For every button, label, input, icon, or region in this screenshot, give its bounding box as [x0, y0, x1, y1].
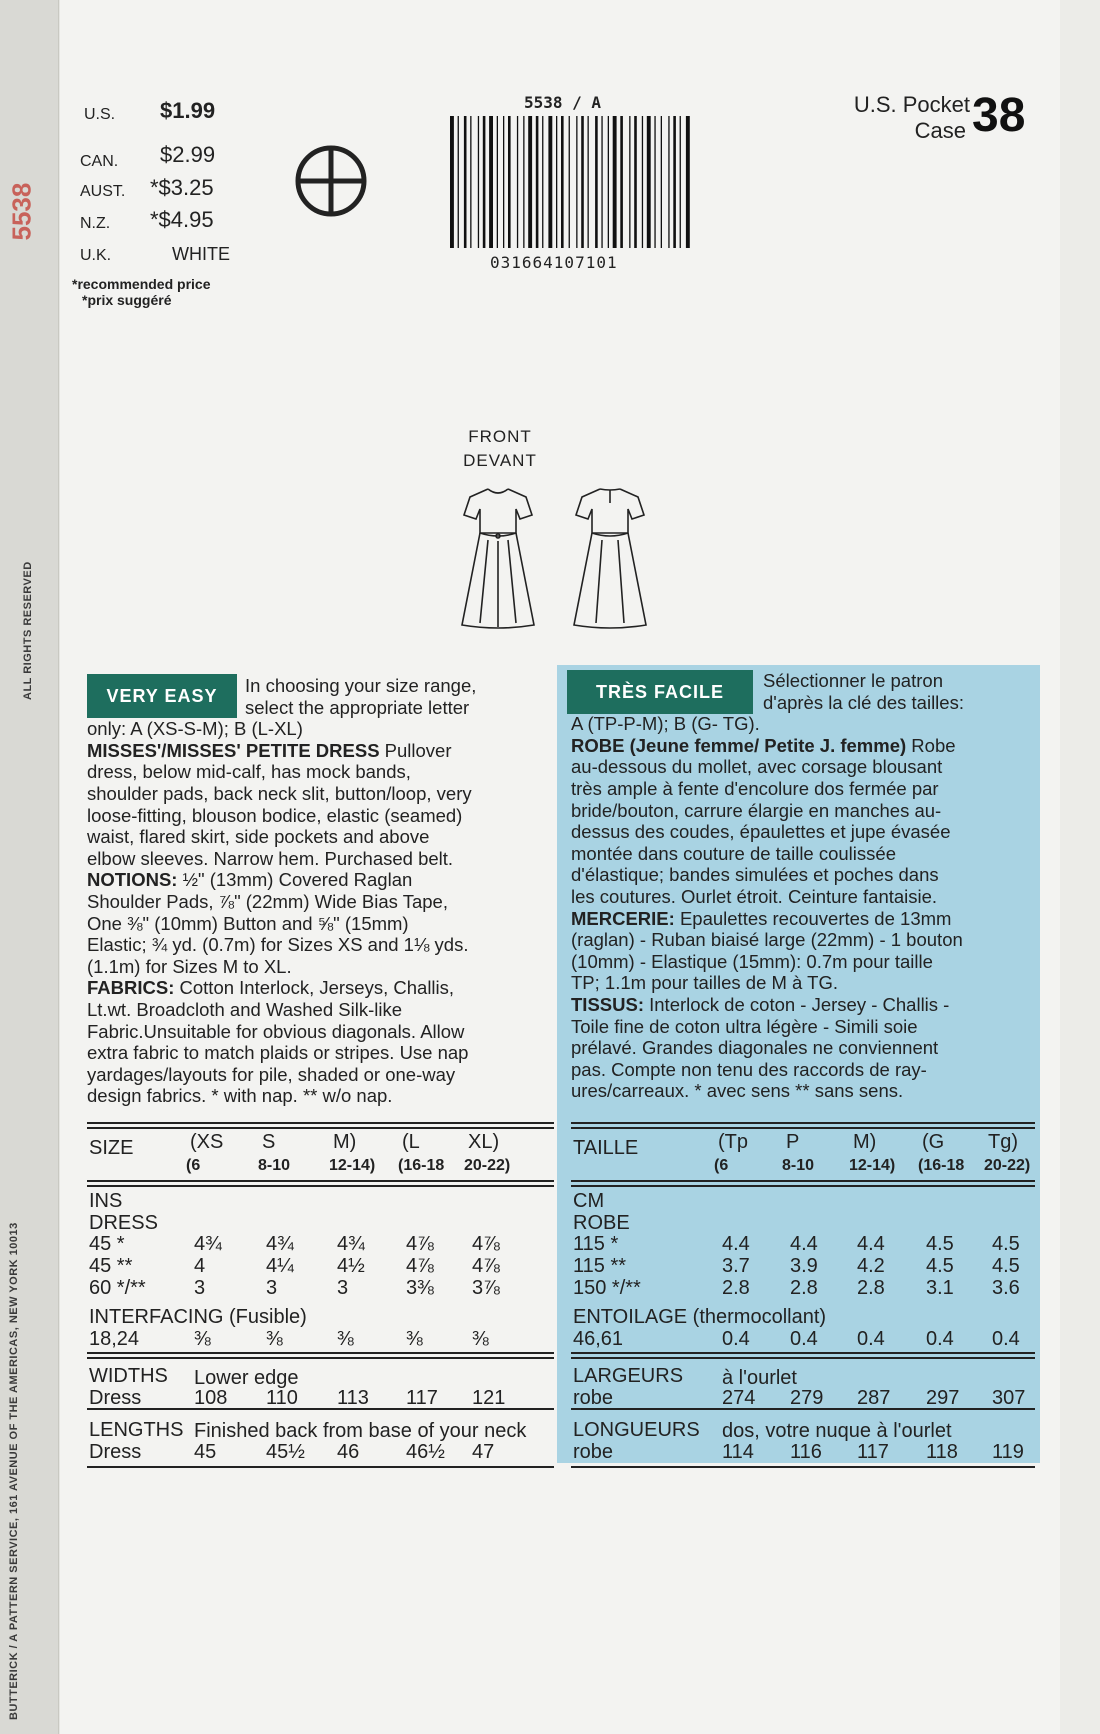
- table-cell: 4⅞: [406, 1255, 434, 1277]
- table-cell: 0.4: [790, 1328, 818, 1350]
- table-cell: INS: [89, 1190, 123, 1212]
- text-line: ures/carreaux. * avec sens ** sans sens.: [571, 1080, 904, 1102]
- table-cell: CM: [573, 1190, 605, 1212]
- text-line: au-dessous du mollet, avec corsage blousant: [571, 756, 943, 778]
- table-cell: 46½: [406, 1441, 445, 1463]
- barcode-bar: [561, 116, 564, 248]
- table-cell: M): [333, 1131, 357, 1153]
- table-cell: 2.8: [722, 1277, 750, 1299]
- barcode-bar: [647, 116, 651, 248]
- table-cell: (XS: [190, 1131, 224, 1153]
- table-cell: 118: [926, 1441, 958, 1463]
- table-cell: 115 **: [573, 1255, 627, 1277]
- table-cell: 150 */**: [573, 1277, 641, 1299]
- barcode-bar: [464, 116, 467, 248]
- table-cell: 287: [857, 1387, 891, 1409]
- copyright-text: BUTTERICK / A PATTERN SERVICE, 161 AVENUE OF THE AMERICAS, NEW YORK 10013: [8, 1222, 20, 1720]
- text-line: Lt.wt. Broadcloth and Washed Silk-like: [87, 998, 402, 1020]
- text-line: design fabrics. * with nap. ** w/o nap.: [87, 1085, 393, 1107]
- french-description: [571, 670, 964, 1102]
- dress-back-sketch: [570, 485, 650, 630]
- pocket-case-label: [800, 92, 970, 144]
- barcode-bar: [601, 116, 602, 248]
- table-cell: 4¾: [194, 1233, 222, 1255]
- table-cell: 0.4: [857, 1328, 885, 1350]
- table-cell: ENTOILAGE (thermocollant): [573, 1306, 827, 1328]
- barcode-bar: [608, 116, 609, 248]
- price-label-nz: N.Z.: [80, 215, 111, 232]
- text-line: extra fabric to match plaids or stripes. Use nap: [87, 1042, 469, 1064]
- table-cell: (L: [402, 1131, 420, 1153]
- barcode-bar: [620, 116, 623, 248]
- text-line: ROBE (Jeune femme/ Petite J. femme) Robe: [571, 734, 956, 756]
- table-cell: 47: [472, 1441, 495, 1463]
- text-line: FABRICS: Cotton Interlock, Jerseys, Challis,: [87, 977, 455, 999]
- pattern-code: 5538 / A: [524, 93, 602, 112]
- barcode: [448, 116, 694, 248]
- table-cell: 279: [790, 1387, 824, 1409]
- table-cell: 4¾: [266, 1233, 294, 1255]
- text-line: NOTIONS: ½" (13mm) Covered Raglan: [87, 869, 413, 891]
- table-cell: dos, votre nuque à l'ourlet: [722, 1420, 952, 1442]
- barcode-bar: [458, 116, 459, 248]
- barcode-bar: [536, 116, 539, 248]
- table-cell: 46: [337, 1441, 360, 1463]
- table-cell: 3⅞: [472, 1277, 500, 1299]
- table-cell: Lower edge: [194, 1367, 299, 1389]
- table-cell: 4¼: [266, 1255, 294, 1277]
- barcode-bar: [483, 116, 486, 248]
- table-rule: [571, 1466, 1035, 1468]
- very-easy-badge: VERY EASY: [87, 674, 237, 718]
- table-cell: 4¾: [337, 1233, 365, 1255]
- table-cell: ⅜: [194, 1328, 211, 1350]
- table-cell: 18,24: [89, 1328, 140, 1350]
- table-cell: 3.1: [926, 1277, 954, 1299]
- barcode-bar: [595, 116, 598, 248]
- table-cell: (16-18: [918, 1157, 965, 1174]
- table-cell: 12-14): [329, 1157, 376, 1174]
- table-cell: (6: [186, 1157, 201, 1174]
- table-rule: [571, 1180, 1035, 1182]
- text-line: Elastic; ¾ yd. (0.7m) for Sizes XS and 1⅛ yds.: [87, 934, 469, 956]
- table-cell: robe: [573, 1441, 614, 1463]
- barcode-number: 031664107101: [490, 253, 618, 272]
- text-line: shoulder pads, back neck slit, button/loop, very: [87, 782, 472, 804]
- table-cell: 12-14): [849, 1157, 896, 1174]
- table-cell: SIZE: [89, 1137, 134, 1159]
- barcode-bar: [503, 116, 504, 248]
- barcode-bar: [581, 116, 584, 248]
- table-cell: 0.4: [992, 1328, 1020, 1350]
- table-cell: LENGTHS: [89, 1419, 184, 1441]
- text-line: select the appropriate letter: [245, 696, 470, 718]
- pocket-case-number: 38: [972, 89, 1026, 142]
- text-line: Fabric.Unsuitable for obvious diagonals. Allow: [87, 1020, 465, 1042]
- barcode-bar: [569, 116, 570, 248]
- table-cell: 46,61: [573, 1328, 624, 1350]
- table-cell: 4⅞: [472, 1255, 500, 1277]
- table-rule: [571, 1357, 1035, 1359]
- barcode-bar: [489, 116, 493, 248]
- text-line: MISSES'/MISSES' PETITE DRESS Pullover: [87, 739, 452, 761]
- barcode-bar: [497, 116, 498, 248]
- barcode-bar: [642, 116, 643, 248]
- text-line: Toile fine de coton ultra légère - Simili soie: [571, 1015, 918, 1037]
- table-cell: 8-10: [782, 1157, 815, 1174]
- table-cell: 4⅞: [472, 1233, 500, 1255]
- table-cell: ⅜: [337, 1328, 354, 1350]
- table-cell: 119: [992, 1441, 1024, 1463]
- table-cell: 4.4: [857, 1233, 885, 1255]
- table-cell: (16-18: [398, 1157, 445, 1174]
- text-line: TISSUS: Interlock de coton - Jersey - Challis -: [571, 993, 950, 1015]
- text-line: yardages/layouts for pile, shaded or one-way: [87, 1063, 456, 1085]
- table-cell: 0.4: [926, 1328, 954, 1350]
- dress-front-sketch: [458, 485, 538, 630]
- table-cell: 4: [194, 1255, 206, 1277]
- barcode-bar: [528, 116, 532, 248]
- table-cell: 3⅜: [406, 1277, 434, 1299]
- table-cell: 121: [472, 1387, 506, 1409]
- front-label-en: FRONT: [468, 427, 532, 446]
- table-cell: WIDTHS: [89, 1365, 168, 1387]
- text-line: A (TP-P-M); B (G- TG).: [571, 713, 760, 735]
- barcode-bar: [686, 116, 690, 248]
- pattern-number-edge: 5538: [6, 182, 37, 241]
- barcode-bar: [588, 116, 589, 248]
- table-cell: 4⅞: [406, 1233, 434, 1255]
- table-cell: 4.5: [992, 1255, 1020, 1277]
- front-label: [445, 425, 555, 473]
- barcode-bar: [517, 116, 518, 248]
- barcode-bar: [629, 116, 630, 248]
- price-us: $1.99: [160, 98, 216, 123]
- table-cell: (6: [714, 1157, 729, 1174]
- text-line: In choosing your size range,: [245, 675, 477, 696]
- table-cell: 116: [790, 1441, 822, 1463]
- barcode-bar: [613, 116, 617, 248]
- table-cell: 45: [194, 1441, 217, 1463]
- table-cell: 45½: [266, 1441, 305, 1463]
- price-label-aust: AUST.: [80, 183, 126, 200]
- table-rule: [571, 1122, 1035, 1124]
- table-cell: 60 */**: [89, 1277, 146, 1299]
- table-cell: 117: [857, 1441, 889, 1463]
- barcode-bar: [556, 116, 557, 248]
- table-cell: robe: [573, 1387, 614, 1409]
- table-cell: Finished back from base of your neck: [194, 1420, 527, 1442]
- table-cell: 45 **: [89, 1255, 133, 1277]
- crosshair-icon: [295, 145, 367, 217]
- text-line: d'élastique; bandes simulées et poches dans: [571, 864, 939, 886]
- table-cell: 3.6: [992, 1277, 1020, 1299]
- price-note-en: *recommended price: [72, 276, 211, 292]
- text-line: prélavé. Grandes diagonales ne conviennent: [571, 1037, 939, 1059]
- table-cell: 108: [194, 1387, 228, 1409]
- table-cell: P: [786, 1131, 800, 1153]
- price-note-fr: *prix suggéré: [82, 292, 172, 308]
- price-uk: WHITE: [172, 244, 230, 264]
- envelope-right-edge: [1060, 0, 1100, 1734]
- text-line: Shoulder Pads, ⅞" (22mm) Wide Bias Tape,: [87, 890, 448, 912]
- text-line: (raglan) - Ruban biaisé large (22mm) - 1 bouton: [571, 929, 963, 951]
- rights-text: ALL RIGHTS RESERVED: [22, 561, 34, 700]
- table-cell: 2.8: [857, 1277, 885, 1299]
- table-cell: LARGEURS: [573, 1365, 684, 1387]
- text-line: dessus des coudes, épaulettes et jupe évasée: [571, 821, 951, 843]
- table-rule: [87, 1127, 554, 1129]
- pocket-case-line2: Case: [914, 118, 966, 143]
- text-line: (1.1m) for Sizes M to XL.: [87, 955, 292, 977]
- table-cell: 117: [406, 1387, 438, 1409]
- table-rule: [571, 1127, 1035, 1129]
- barcode-bar: [673, 116, 676, 248]
- table-cell: 115 *: [573, 1233, 619, 1255]
- text-line: One ⅜" (10mm) Button and ⅝" (15mm): [87, 912, 409, 934]
- table-cell: 20-22): [984, 1157, 1031, 1174]
- barcode-bar: [576, 116, 577, 248]
- barcode-bar: [542, 116, 543, 248]
- barcode-bar: [661, 116, 662, 248]
- table-cell: Dress: [89, 1441, 142, 1463]
- table-cell: M): [853, 1131, 877, 1153]
- text-line: only: A (XS-S-M); B (L-XL): [87, 718, 303, 740]
- text-line: dress, below mid-calf, has mock bands,: [87, 761, 411, 783]
- table-cell: 3.9: [790, 1255, 818, 1277]
- table-cell: 307: [992, 1387, 1026, 1409]
- table-cell: DRESS: [89, 1212, 158, 1234]
- text-line: MERCERIE: Epaulettes recouvertes de 13mm: [571, 907, 952, 929]
- table-cell: 45 *: [89, 1233, 125, 1255]
- table-cell: Dress: [89, 1387, 142, 1409]
- price-aust: *$3.25: [150, 175, 214, 200]
- table-cell: Tg): [988, 1131, 1018, 1153]
- table-cell: 297: [926, 1387, 960, 1409]
- price-label-us: U.S.: [84, 106, 116, 123]
- text-line: très ample à fente d'encolure dos fermée par: [571, 777, 939, 799]
- table-cell: ⅜: [406, 1328, 423, 1350]
- table-cell: TAILLE: [573, 1137, 639, 1159]
- table-cell: S: [262, 1131, 276, 1153]
- table-cell: 3: [266, 1277, 278, 1299]
- text-line: loose-fitting, blouson bodice, elastic (seamed): [87, 804, 463, 826]
- barcode-bar: [668, 116, 669, 248]
- barcode-bar: [523, 116, 524, 248]
- barcode-bar: [478, 116, 479, 248]
- table-cell: 2.8: [790, 1277, 818, 1299]
- barcode-bar: [548, 116, 552, 248]
- table-cell: 4.4: [722, 1233, 750, 1255]
- table-cell: 0.4: [722, 1328, 750, 1350]
- price-label-can: CAN.: [80, 153, 119, 170]
- barcode-bar: [470, 116, 471, 248]
- barcode-bar: [654, 116, 655, 248]
- table-cell: 4.5: [992, 1233, 1020, 1255]
- price-can: $2.99: [160, 142, 216, 167]
- tres-facile-badge: TRÈS FACILE: [567, 670, 753, 714]
- table-rule: [87, 1466, 554, 1468]
- table-cell: LONGUEURS: [573, 1419, 700, 1441]
- table-cell: 274: [722, 1387, 756, 1409]
- table-cell: ROBE: [573, 1212, 630, 1234]
- text-line: pas. Compte non tenu des raccords de ray-: [571, 1058, 927, 1080]
- table-cell: 3: [194, 1277, 206, 1299]
- table-cell: 8-10: [258, 1157, 291, 1174]
- table-cell: (Tp: [718, 1131, 748, 1153]
- pocket-case-line1: U.S. Pocket: [853, 92, 970, 117]
- table-cell: INTERFACING (Fusible): [89, 1306, 307, 1328]
- text-line: (10mm) - Elastique (15mm): 0.7m pour taille: [571, 950, 933, 972]
- text-line: Sélectionner le patron: [763, 670, 943, 691]
- table-cell: (G: [922, 1131, 945, 1153]
- barcode-bar: [680, 116, 681, 248]
- table-rule: [87, 1180, 554, 1182]
- barcode-bar: [450, 116, 454, 248]
- table-cell: 4.4: [790, 1233, 818, 1255]
- text-line: TP; 1.1m pour tailles de M à TG.: [571, 972, 838, 994]
- table-rule: [87, 1185, 554, 1187]
- text-line: les coutures. Ourlet étroit. Ceinture fantaisie.: [571, 885, 938, 907]
- text-line: elbow sleeves. Narrow hem. Purchased belt.: [87, 847, 454, 869]
- table-rule: [571, 1185, 1035, 1187]
- price-label-uk: U.K.: [80, 247, 112, 264]
- text-line: montée dans couture de taille coulissée: [571, 842, 896, 864]
- table-cell: XL): [468, 1131, 500, 1153]
- table-rule: [87, 1357, 554, 1359]
- front-label-fr: DEVANT: [463, 451, 537, 470]
- price-nz: *$4.95: [150, 207, 214, 232]
- text-line: waist, flared skirt, side pockets and above: [87, 826, 430, 848]
- text-line: d'après la clé des tailles:: [763, 691, 964, 713]
- table-cell: ⅜: [472, 1328, 489, 1350]
- table-cell: 114: [722, 1441, 754, 1463]
- table-cell: 110: [266, 1387, 298, 1409]
- table-cell: à l'ourlet: [722, 1367, 797, 1389]
- text-line: bride/bouton, carrure élargie en manches au-: [571, 799, 942, 821]
- table-cell: 113: [337, 1387, 369, 1409]
- table-cell: 4.5: [926, 1233, 954, 1255]
- table-rule: [87, 1352, 554, 1354]
- table-cell: 3: [337, 1277, 349, 1299]
- table-rule: [571, 1352, 1035, 1354]
- english-description: [87, 675, 476, 1107]
- table-cell: 4½: [337, 1255, 365, 1277]
- table-rule: [87, 1122, 554, 1124]
- envelope-left-edge: [0, 0, 59, 1734]
- barcode-bar: [634, 116, 637, 248]
- table-cell: 4.5: [926, 1255, 954, 1277]
- table-cell: 3.7: [722, 1255, 750, 1277]
- table-cell: 20-22): [464, 1157, 511, 1174]
- table-cell: ⅜: [266, 1328, 283, 1350]
- table-cell: 4.2: [857, 1255, 885, 1277]
- barcode-bar: [508, 116, 511, 248]
